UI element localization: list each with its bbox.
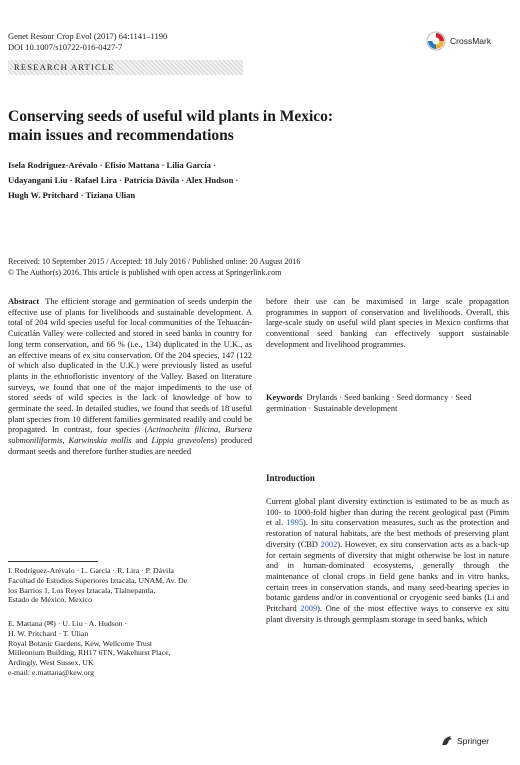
intro-text-3: ). However, ex situ conservation acts as a back-up for certain segments of diversity that might otherwise be lost in nature and in human-dominated ecosystems, generally through the maintenance of clonal crops in field gene banks and in vitro banks, certain trees in conservation stands, and many seed-bearing species in botanic gardens and/or in conventional or cryogenic seed banks (Li and Pritchard bbox=[266, 539, 509, 614]
abstract-text-1: The efficient storage and germination of seeds underpin the effective use of plants for livelihoods and sustainable development. A total of 204 wild species useful for local communities of the Tehuacán-Cuicatlán Valley were collected and stored in seed banks in country for long term conservation, and 66 % (i.e., 134) duplicated in the U.K., as an effective means of ex situ conservation. Of the 204 species, 147 (122 of which also duplicated in the U.K.) were previously listed as useful plants in the ethnofloristic inventory of the Valley. Based on literature surveys, we found that one of the major impediments to the use of stored seeds of wild species is the lack of knowledge of how to germinate the seed. In detailed studies, we found that seeds of 18 useful plant species from 10 different families germinated readily and could be propagated. In contrast, four species ( bbox=[8, 297, 252, 435]
author-list bbox=[8, 158, 428, 203]
copyright-line: © The Author(s) 2016. This article is published with open access at Springerlink.com bbox=[8, 267, 282, 277]
publication-dates bbox=[8, 257, 428, 278]
abstract-species-2: Lippia graveolens bbox=[151, 436, 215, 446]
affil-1-address-3: Estado de México, Mexico bbox=[8, 595, 93, 605]
affil-2-address-2: Millennium Building, RH17 6TN, Wakehurst Place, bbox=[8, 648, 171, 658]
affil-2-authors-cont: H. W. Pritchard · T. Ulian bbox=[8, 628, 89, 638]
footnote-divider bbox=[8, 561, 98, 562]
article-type-banner: RESEARCH ARTICLE bbox=[8, 60, 243, 75]
affil-1-authors: I. Rodríguez-Arévalo · L. García · R. Lira · P. Dávila bbox=[8, 566, 174, 575]
springer-footer[interactable] bbox=[440, 735, 489, 747]
journal-header bbox=[8, 31, 167, 53]
abstract-and: and bbox=[131, 436, 152, 446]
affil-2-authors: E. Mattana (✉) · U. Liu · A. Hudson · bbox=[8, 619, 128, 628]
citation-link-pimm[interactable]: 1995 bbox=[286, 518, 304, 528]
affil-2-address-3: Ardingly, West Sussex, UK bbox=[8, 658, 94, 668]
title-line-2: main issues and recommendations bbox=[8, 127, 234, 144]
introduction-heading: Introduction bbox=[266, 473, 315, 483]
citation-link-cbd[interactable]: 2002 bbox=[320, 539, 338, 549]
intro-text-4: ). One of the most effective ways to conserve ex situ plant diversity is through germplasm storage in seed banks, which bbox=[266, 604, 509, 624]
journal-citation: Genet Resour Crop Evol (2017) 64:1141–1190 bbox=[8, 31, 168, 41]
affiliation-1 bbox=[8, 566, 258, 605]
dates-line: Received: 10 September 2015 / Accepted: 18 July 2016 / Published online: 20 August 2016 bbox=[8, 257, 301, 266]
keywords-section bbox=[266, 392, 509, 414]
abstract-continued: before their use can be maximised in large scale propagation programmes in support of conservation and livelihoods. Overall, this large-scale study on useful wild plant species in Mexico confirms that conventional seed banking can effectively support sustainable development and livelihood programmes. bbox=[266, 297, 509, 349]
keywords-label: Keywords bbox=[266, 393, 303, 402]
crossmark-badge[interactable] bbox=[426, 30, 506, 52]
publisher-label: Springer bbox=[457, 736, 490, 746]
abstract-label: Abstract bbox=[8, 297, 40, 306]
crossmark-label: CrossMark bbox=[450, 36, 492, 46]
abstract-species: Actinocheita filicina, Bursera submoniliformis, Karwinskia mollis bbox=[8, 425, 252, 446]
crossmark-icon bbox=[426, 31, 446, 51]
authors-line-2: Udayangani Liu · Rafael Lira · Patricia Dávila · Alex Hudson · bbox=[8, 175, 239, 185]
citation-link-li[interactable]: 2009 bbox=[300, 604, 318, 614]
article-title bbox=[8, 107, 428, 145]
introduction-body bbox=[266, 497, 509, 625]
intro-text-1: Current global plant diversity extinction is estimated to be as much as 100- to 1000-fold higher than during the recent geological past (Pimm et al. bbox=[266, 497, 509, 528]
affil-1-address-2: los Barrios 1, Los Reyes Iztacala, Tlalnepantla, bbox=[8, 585, 156, 595]
keywords-text: Drylands · Seed banking · Seed dormancy · Seed germination · Sustainable development bbox=[266, 393, 472, 413]
intro-text-2: ). In situ conservation measures, such as the protection and restoration of natural habitats, are the best methods of preserving plant diversity (CBD bbox=[266, 518, 509, 549]
affiliation-2 bbox=[8, 619, 258, 678]
affil-2-address-1: Royal Botanic Gardens, Kew, Wellcome Trust bbox=[8, 638, 153, 648]
title-line-1: Conserving seeds of useful wild plants in Mexico: bbox=[8, 108, 334, 125]
doi-line: DOI 10.1007/s10722-016-0427-7 bbox=[8, 42, 123, 52]
corresponding-email[interactable]: e-mail: e.mattana@kew.org bbox=[8, 667, 94, 677]
abstract-text-2: ) produced dormant seeds and therefore further studies are needed bbox=[8, 436, 253, 456]
authors-line-3: Hugh W. Pritchard · Tiziana Ulian bbox=[8, 190, 136, 200]
abstract-section bbox=[8, 297, 252, 458]
affil-1-address-1: Facultad de Estudios Superiores Iztacala, UNAM, Av. De bbox=[8, 575, 188, 585]
springer-horse-icon bbox=[440, 735, 454, 747]
authors-line-1: Isela Rodríguez-Arévalo · Efisio Mattana · Lilia García · bbox=[8, 160, 216, 170]
